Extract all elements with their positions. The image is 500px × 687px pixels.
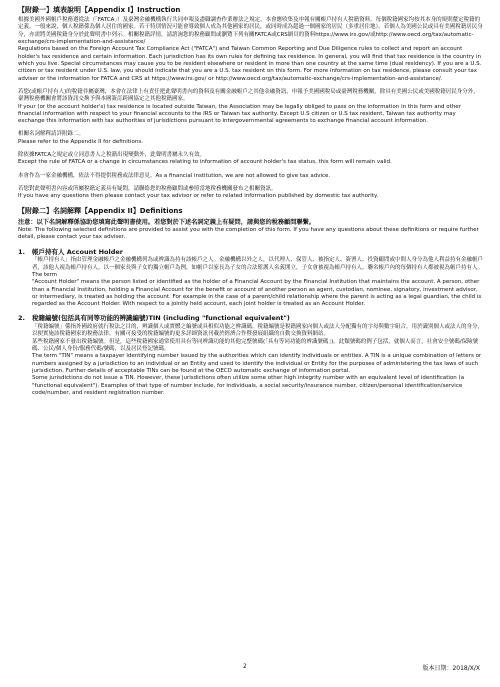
- definition-item: [18, 248, 483, 309]
- appendix1-paragraph-3: [18, 131, 483, 146]
- paragraph-text-zh: 若您(或帳戶持有人)的稅籍非屬臺灣，本會在法律上有責任把此聲明書內的資料及有關金融帳戶之其他金融資訊，申報予美國國稅局或臺灣稅務機關，除具有美國公民或美國稅籍居民身分外，臺灣稅務機關會將該資訊交換予與本國簽訂跨國協定之其他稅籍國家。: [18, 88, 479, 103]
- definition-number: 1.: [18, 247, 25, 256]
- definition-text-en: The term "TIN" means a taxpayer identifying number issued by the authorities which can identify individuals or entities. A TIN is a unique combination of letters or numbers assigned by a jurisdiction to an individual or an Entity and used to identify the individual or Entity for the purposes of administering the tax laws of such jurisdiction. Further details of acceptable TINs can be found at the OECD automatic exchange of information portal.: [32, 353, 482, 374]
- paragraph-text-en: If you have any questions then please contact your tax advisor or refer to related information published by domestic tax authority.: [18, 193, 379, 200]
- definition-text-en-2: Some jurisdictions do not issue a TIN. However, these jurisdictions often utilize some other high integrity number with an equivalent level of identification (a "functional equivalent"). Examples of that type of number include, for individuals, a social security/insurance number, citizen/personal identification/service code/number, and resident registration number.: [32, 375, 465, 396]
- paragraph-text-en: Except the rule of FATCA or a change in circumstances relating to information of account holder's tax status, this form will remain valid.: [18, 159, 392, 166]
- paragraph-text-zh: 若您對此聲明書內容或所屬稅籍定義具有疑問，請聯絡您的稅務顧問或參照當地稅務機關發布之相關資訊。: [18, 186, 277, 193]
- paragraph-text-zh: 相關名詞解釋請詳附錄二。: [18, 131, 85, 138]
- appendix2-heading: 【附錄二】名詞解釋【Appendix II】Definitions: [18, 206, 183, 215]
- appendix2-note: [18, 219, 483, 242]
- definition-title: 稅籍編號(包括具有同等功能的辨識編號)TIN (including "functional equivalent"): [32, 314, 290, 323]
- note-text-zh: 注意：以下名詞解釋係協助您填寫此聲明書使用。若您對於下述名詞定義上有疑問，請與您的稅務顧問聯繫。: [18, 218, 315, 226]
- paragraph-text-zh: 除依據FATCA之規定或立同意書人之稅籍出現變動外，此聲明書屬永久有效。: [18, 152, 206, 159]
- page-number: 2: [243, 663, 247, 670]
- appendix1-heading: 【附錄一】填表說明【Appendix I】Instruction: [18, 6, 181, 14]
- paragraph-text-en: Regulations based on the Foreign Account Tax Compliance Act ("FATCA") and Taiwan Common Reporting and Due Diligence rules to collect and report an account holder's tax residence and certain information. Each jurisdiction has its own rules for defining tax residence. In general, you will find that tax residence is the country in which you live. Special circumstances may cause you to be resident elsewhere or resident in more than one country at the same time (dual residency). If you are a U.S. citizen or tax resident under U.S. law, you should indicate that you are a U.S. tax resident on this form. For more information on tax residence, please consult your tax adviser or the information for FATCA and CRS at https://www.irs.gov/ or http://www.oecd.org/tax/automatic-exchange/crs-implementation-and-assistance/.: [18, 46, 482, 82]
- definition-item: [18, 314, 483, 397]
- paragraph-text: 本會作為一家金融機構，依法不得提供稅務或法律意見。As a financial institution, we are not allowed to give tax advice.: [18, 172, 331, 179]
- definition-number: 2.: [18, 314, 25, 323]
- note-text-en: Note: The following selected definitions are provided to assist you with the completion of this form. If you have any questions about these definitions or require further detail, please contact your tax adviser.: [18, 227, 479, 241]
- paragraph-text-zh: 根據美國外國帳戶稅務遵從法（「FATCA」）及臺灣金融機構執行共同申報及盡職調查作業辦法之規定，本會應收集及申報有關帳戶持有人稅籍資料。每個稅籍國家均按其本身的規則釐定稅籍的定義。一般來說，個人稅籍係為個人居住的國家。若干特別情況可能會導致個人成為其他國家的居民，或同時成為超過一個國家的居民（多重居住地）。若個人為美國公民或具有美國稅籍居民身分，亦需將美國稅籍身分於此聲明書中列示。相關稅籍詳情，請諮詢您的稅務顧問或瀏覽下列有關FATCA或CRS網頁的資料https://www.irs.gov/或http://www.oecd.org/tax/automatic-exchange/crs-implementation-and-assistance/: [18, 17, 483, 46]
- appendix1-paragraph-2: [18, 89, 483, 126]
- version-date: 版本日期：2018/X/X: [422, 665, 480, 672]
- definition-text-zh: 「稅籍編號」係指外國政府就行稅法之目的，辨識個人或實體之編號或具相似功能之辨識碼。稅籍編號是稅籍國家向個人或法人分配獨有的字母與數字組合，用於識別個人或法人的身分，以便實施該稅籍國家的稅務法律。有關可接受的稅籍編號的更多詳細資訊刊載於經濟合作暨發展組織的自動交換資料網站。: [32, 324, 484, 338]
- definition-body: [32, 314, 483, 397]
- definition-title: 帳戶持有人 Account Holder: [32, 247, 123, 256]
- paragraph-text-en: If your (or the account holder's) tax residence is located outside Taiwan, the Association may be legally obliged to pass on the information in this form and other financial information with respect to your financial accounts to the IRS or Taiwan tax authority. Except U.S citizen or U.S tax resident, Taiwan tax authority may exchange this information with tax authorities of jurisdictions pursuant to intergovernmental agreements to exchange financial account information.: [18, 103, 461, 125]
- appendix1-paragraph-4: [18, 152, 483, 167]
- definition-body: [32, 248, 483, 309]
- appendix1-paragraph-1: [18, 17, 483, 83]
- appendix1-paragraph-5: [18, 173, 483, 180]
- definition-text-zh-2: 某些稅籍國家不發出稅籍編號。但是，這些稅籍國家通常使用具有等同辨識功能的其他完整號碼(「具有等同功能的辨識號碼」)。此類號碼的例子包括，就個人而言，社會安全號碼/保險號碼、公民/個人身份/服務代碼/號碼，以及居民登記號碼。: [32, 338, 479, 353]
- definition-text-en: "Account Holder" means the person listed or identified as the holder of a Financial Account by the Financial Institution that maintains the account. A person, other than a Financial Institution, holding a Financial Account for the benefit or account of another person as agent, custodian, nominee, signatory, investment advisor, or intermediary, is treated as holding the account. For example in the case of a parent/child relationship where the parent is acting as a legal guardian, the child is regarded as the Account Holder. With respect to a jointly held account, each joint holder is treated as an Account Holder.: [32, 279, 482, 308]
- appendix1-paragraph-6: [18, 186, 483, 201]
- definition-text-zh: 「帳戶持有人」指由管理金融帳戶之金融機構列為或辨識為持有該帳戶之人。金融機構以外之人，以代理人、保管人、被指定人、簽署人、投資顧問或中間人身分為他人利益持有金融帳戶者，該他人視為帳戶持有人。以一個家長與子女的獨立帳戶為例，如帳戶以家長為子女的合法監護人名義開立，子女會被視為帳戶持有人。聯名帳戶內的每個持有人都被視為帳戶持有人。The term: [32, 257, 484, 278]
- paragraph-text-en: Please refer to the Appendix II for definitions.: [18, 138, 143, 145]
